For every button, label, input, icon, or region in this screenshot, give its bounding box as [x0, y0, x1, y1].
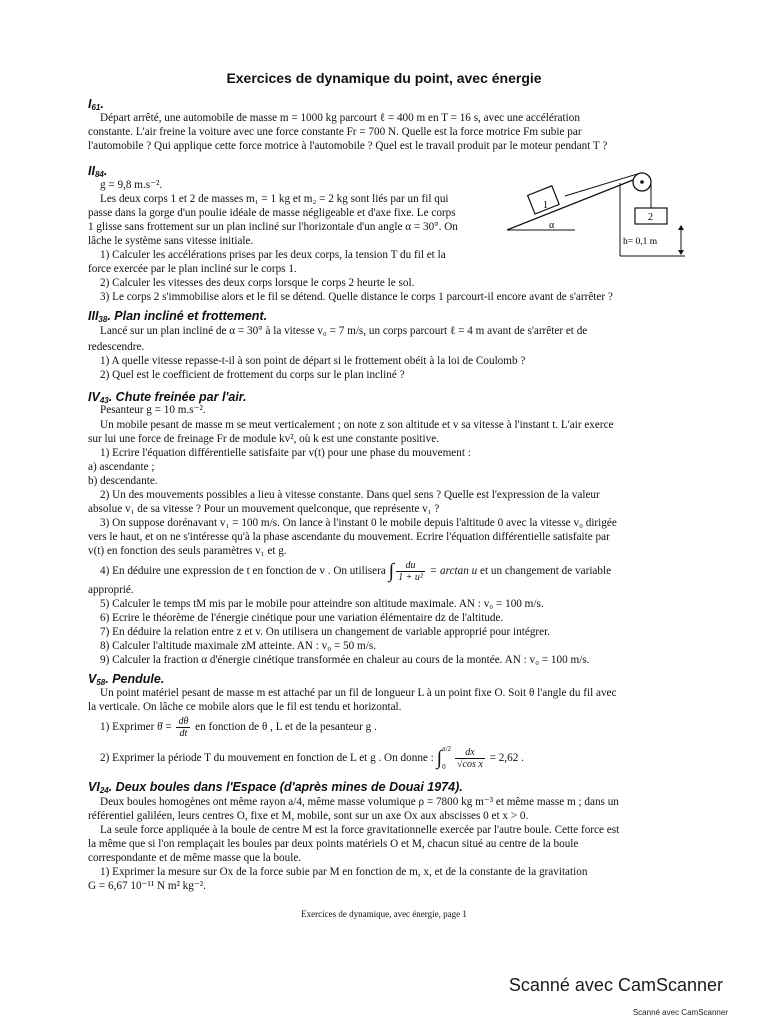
section-4-sub: 43	[99, 396, 109, 405]
q2-text: 2) Exprimer la période T du mouvement en fonction de L et g . On donne :	[100, 752, 434, 764]
section-4-line-1: Un mobile pesant de masse m se meut verticalement ; on note z son altitude et v sa vitesse à l'instant t. L'air exerce	[100, 419, 614, 431]
integral-limits	[442, 745, 451, 772]
section-4-question-4	[100, 556, 611, 586]
section-2-sub: 84	[94, 170, 104, 179]
section-4-title: . Chute freinée par l'air.	[108, 390, 247, 404]
section-2-line-8: 3) Le corps 2 s'immobilise alors et le fil se détend. Quelle distance le corps 1 parcourt-il encore avant de s'arrêter ?	[100, 291, 613, 303]
section-5-question-2	[100, 743, 524, 773]
section-6-line-7: G = 6,67 10⁻¹¹ N m² kg⁻².	[88, 880, 206, 892]
pulley-axle	[640, 180, 644, 184]
section-4-line-7: absolue v₁ de sa vitesse ? Pour un mouvement quelconque, que représente v₁ ?	[88, 503, 440, 515]
section-5-number: V	[88, 672, 97, 686]
q4-fraction-num: du	[396, 560, 425, 572]
section-2-line-4: lâche le système sans vitesse initiale.	[88, 235, 254, 247]
q1-fraction	[176, 716, 190, 739]
height-label: h= 0,1 m	[623, 237, 658, 247]
section-2-heading: $II_{84}$.	[88, 164, 108, 179]
section-2-line-1: Les deux corps 1 et 2 de masses m₁ = 1 kg et m₂ = 2 kg sont liés par un fil qui	[100, 193, 449, 205]
section-1-heading: $I_{61}$.	[88, 97, 104, 112]
q1-end: en fonction de θ , L et de la pesanteur g .	[195, 721, 377, 733]
section-6-line-6: 1) Exprimer la mesure sur Ox de la force subie par M en fonction de m, x, et de la constante de la gravitation	[100, 866, 588, 878]
incline-line	[507, 180, 633, 230]
section-5-question-1	[100, 712, 377, 742]
section-2-gravity: g = 9,8 m.s⁻².	[100, 179, 163, 191]
section-6-heading	[88, 780, 463, 795]
q1-fraction-num: dθ	[178, 715, 189, 727]
integral-sign: ∫	[388, 560, 395, 583]
q4-text: 4) En déduire une expression de t en fonction de v . On utilisera	[100, 565, 386, 577]
section-4-line-2: sur lui une force de freinage Fr de module kv², où k est une constante positive.	[88, 433, 440, 445]
section-4-line-9: vers le haut, et on ne s'intéresse qu'à la phase ascendante du mouvement. Ecrire l'équation différentielle satisfaite par	[88, 531, 610, 543]
section-6-line-5: correspondante et de même masse que la boule.	[88, 852, 302, 864]
camscanner-watermark: Scanné avec CamScanner	[508, 975, 723, 995]
section-6-line-3: La seule force appliquée à la boule de centre M est la force gravitationnelle exercée par l'autre boule. Cette force est	[100, 824, 620, 836]
section-6-line-4: la même que si l'on remplaçait les boules par deux points matériels O et M, chacun situé au centre de la boule	[88, 838, 579, 850]
section-6-sub: 24	[99, 786, 109, 795]
section-5-title: . Pendule.	[105, 672, 165, 686]
section-4-line-3: 1) Ecrire l'équation différentielle satisfaite par v(t) pour une phase du mouvement :	[100, 447, 471, 459]
section-3-sub: 38	[98, 315, 108, 324]
page-title: Exercices de dynamique du point, avec énergie	[226, 70, 542, 86]
body-1-label: 1	[543, 200, 548, 211]
section-4-line-8: 3) On suppose dorénavant v₁ = 100 m/s. On lance à l'instant 0 le mobile depuis l'altitude 0 avec la vitesse v₀ dirigée	[100, 517, 617, 529]
section-4-line-12: 6) Ecrire le théorème de l'énergie cinétique pour une variation élémentaire dz de l'altitude.	[100, 612, 504, 624]
section-2-line-3: 1 glisse sans frottement sur un plan incliné sur l'horizontale d'un angle α = 30°. On	[88, 221, 458, 233]
section-2-line-5: 1) Calculer les accélérations prises par les deux corps, la tension T du fil et la	[100, 249, 446, 261]
section-2-line-6: force exercée par le plan incliné sur le corps 1.	[88, 263, 297, 275]
section-4-line-11: 5) Calculer le temps tM mis par le mobile pour atteindre son altitude maximale. AN : v₀ = 100 m/s.	[100, 598, 544, 610]
section-1-number: I	[88, 97, 92, 111]
section-2-line-7: 2) Calculer les vitesses des deux corps lorsque le corps 2 heurte le sol.	[100, 277, 415, 289]
q2-fraction-den: √cos x	[457, 758, 483, 770]
q2-fraction-num: dx	[455, 747, 485, 759]
section-4-line-15: 9) Calculer la fraction α d'énergie cinétique transformée en chaleur au cours de la montée. AN : v₀ = 100 m/s.	[100, 654, 590, 666]
section-5-sub: 58	[96, 678, 106, 687]
q4-end: et un changement de variable	[479, 565, 612, 577]
q4-fraction-den: 1 + u²	[398, 571, 423, 583]
section-4-line-13: 7) En déduire la relation entre z et v. On utilisera un changement de variable approprié pour intégrer.	[100, 626, 551, 638]
section-5-heading	[88, 672, 164, 687]
section-4-gravity: Pesanteur g = 10 m.s⁻².	[100, 404, 206, 416]
section-4-number: IV	[88, 390, 100, 404]
section-3-title: . Plan incliné et frottement.	[107, 309, 268, 323]
q4-fraction	[396, 560, 425, 583]
section-6-line-1: Deux boules homogènes ont même rayon a/4, même masse volumique ρ = 7800 kg m⁻³ et même masse m ; dans un	[100, 796, 619, 808]
body-2-label: 2	[648, 212, 653, 223]
q1-fraction-den: dt	[179, 727, 188, 739]
inclined-plane-figure	[505, 168, 690, 260]
alpha-label: α	[549, 220, 555, 231]
section-4-q4-continuation: approprié.	[88, 584, 134, 596]
section-3-number: III	[88, 309, 99, 323]
page-footer: Exercices de dynamique, avec énergie, page 1	[301, 909, 467, 919]
section-1-line-2: constante. L'air freine la voiture avec une force constante Fr = 700 N. Quelle est la force motrice Fm subie par	[88, 126, 582, 138]
integral-lower: 0	[442, 762, 446, 771]
section-3-line-2: redescendre.	[88, 341, 145, 353]
section-4-line-4: a) ascendante ;	[88, 461, 155, 473]
section-4-heading	[88, 390, 246, 405]
h-arrow-head-up	[678, 225, 684, 230]
section-5-line-1: Un point matériel pesant de masse m est attaché par un fil de longueur L à un point fixe O. Soit θ l'angle du fil avec	[100, 687, 617, 699]
section-4-line-5: b) descendante.	[88, 475, 158, 487]
section-4-line-6: 2) Un des mouvements possibles a lieu à vitesse constante. Dans quel sens ? Quelle est l'expression de la valeur	[100, 489, 600, 501]
section-6-title: . Deux boules dans l'Espace (d'après mines de Douai 1974).	[108, 780, 463, 794]
section-4-line-10: v(t) en fonction des seuls paramètres v₁ et g.	[88, 545, 287, 557]
section-2-line-2: passe dans la gorge d'un poulie idéale de masse négligeable et d'axe fixe. Le corps	[88, 207, 456, 219]
h-arrow-head-down	[678, 250, 684, 255]
section-4-line-14: 8) Calculer l'altitude maximale zM atteinte. AN : v₀ = 50 m/s.	[100, 640, 376, 652]
section-6-line-2: référentiel galiléen, leurs centres O, fixe et M, mobile, sont sur un axe Ox aux abscisses 0 et x > 0.	[88, 810, 529, 822]
camscanner-small-watermark: Scanné avec CamScanner	[632, 1008, 728, 1017]
section-3-heading	[88, 309, 267, 324]
section-3-line-3: 1) A quelle vitesse repasse-t-il à son point de départ si le frottement obéit à la loi de Coulomb ?	[100, 355, 526, 367]
section-1-sub: 61	[91, 103, 101, 112]
q4-equation: = arctan u	[429, 565, 478, 577]
section-3-line-4: 2) Quel est le coefficient de frottement du corps sur le plan incliné ?	[100, 369, 405, 381]
q1-text: 1) Exprimer θ̇ =	[100, 721, 172, 733]
section-5-line-2: la verticale. On lâche ce mobile alors que le fil est tendu et horizontal.	[88, 701, 402, 713]
q2-fraction	[455, 747, 485, 770]
section-2-number: II	[88, 164, 95, 178]
section-6-number: VI	[88, 780, 100, 794]
section-1-line-1: Départ arrêté, une automobile de masse m = 1000 kg parcourt ℓ = 400 m en T = 16 s, avec une accélération	[100, 112, 580, 124]
integral-upper: π/2	[442, 744, 452, 753]
q2-end: = 2,62 .	[489, 752, 524, 764]
section-1-line-3: l'automobile ? Qui applique cette force motrice à l'automobile ? Quel est le travail produit par le moteur pendant T ?	[88, 140, 608, 152]
integral-sign-2: ∫	[436, 747, 443, 770]
section-3-line-1: Lancé sur un plan incliné de α = 30° à la vitesse v₀ = 7 m/s, un corps parcourt ℓ = 4 m avant de s'arrêter et de	[100, 325, 588, 337]
